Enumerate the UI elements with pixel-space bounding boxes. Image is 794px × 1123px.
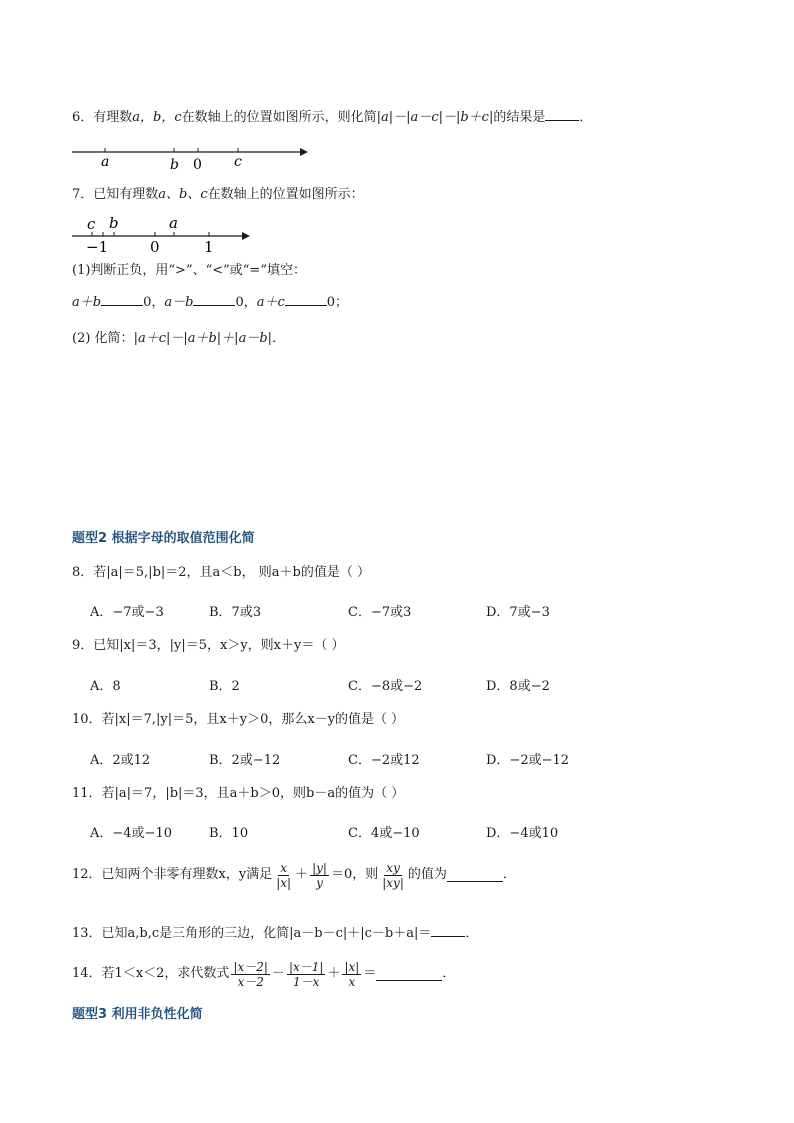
section-2-heading: 题型2 根据字母的取值范围化简 [72,531,255,546]
q8-option-a[interactable]: A．−7或−3 [90,605,164,620]
q9-option-c[interactable]: C．−8或−2 [348,679,423,694]
q11-option-d[interactable]: D．−4或10 [486,826,559,841]
q6-number: 6． [72,110,94,125]
q11-stem: 11．若|a|＝7，|b|＝3，且a＋b＞0，则b－a的值为（ ） [72,786,405,801]
q7-label-1: 1 [204,238,214,255]
q6-label-b: b [170,157,179,173]
q12-post: 的值为 [407,867,447,882]
q14-f1-num: |x－2| [233,959,268,974]
q7-fill-zero-3: 0； [326,295,349,310]
q12-plus: ＋ [295,867,309,882]
q7-blank-1[interactable] [101,292,143,306]
q7-part2-label: (2) 化简： [72,331,134,346]
q7-label-a: a [169,214,178,232]
q10-option-d[interactable]: D．−2或−12 [486,753,570,768]
q6-axis-arrow [300,148,308,156]
q13-end: ． [465,926,479,941]
q6-expression: |a|－|a－c|－|b＋c| [376,110,494,125]
q14-end: ． [442,966,456,981]
q11-option-c[interactable]: C．4或−10 [348,826,420,841]
q7-blank-3[interactable] [285,292,327,306]
q14-minus: － [271,966,285,981]
q12-f3-num: xy [386,860,400,875]
q7-fill-expr-1: a＋b [72,295,102,310]
q6-label-0: 0 [193,157,202,173]
q9-option-d[interactable]: D．8或−2 [486,679,550,694]
q7-number: 7． [72,187,94,202]
q7-label-b: b [109,214,119,232]
q6-text2: 在数轴上的位置如图所示，则化简 [181,110,377,125]
q12-f3-den: |xy| [382,875,404,890]
q14-answer-blank[interactable] [376,967,442,981]
q14-plus: ＋ [327,966,341,981]
q14-f1-den: x－2 [237,974,264,989]
q12-fraction-3 [380,861,406,890]
section-3-heading: 题型3 利用非负性化简 [72,1007,203,1022]
q8-option-b[interactable]: B．7或3 [209,605,262,620]
q10-stem: 10．若|x|＝7,|y|＝5，且x＋y＞0，那么x－y的值是（ ） [72,712,405,727]
q8-stem: 8．若|a|＝5,|b|＝2，且a＜b， 则a＋b的值是（ ） [72,565,370,580]
q14-equals: ＝ [363,966,377,981]
q10-option-c[interactable]: C．−2或12 [348,753,420,768]
q7-text2: 在数轴上的位置如图所示： [207,187,364,202]
q10-option-a[interactable]: A．2或12 [90,753,151,768]
q10-option-b[interactable]: B．2或−12 [209,753,281,768]
q7-label-c: c [87,215,96,233]
q6-stem [72,107,592,127]
q12-f1-den: |x| [276,875,292,890]
q6-label-a: a [101,154,110,170]
q14-fraction-2 [287,960,326,989]
q11-option-a[interactable]: A．−4或−10 [90,826,172,841]
q6-text1: 有理数 [93,110,133,125]
q14-pre: 14．若1＜x＜2，求代数式 [72,966,230,981]
q7-fill-zero-1: 0， [143,295,165,310]
q7-vars: a、b、c [158,187,208,202]
q13-answer-blank[interactable] [431,923,465,937]
q12-f1-num: x [280,860,288,875]
q6-label-c: c [234,154,242,170]
q7-fill-expr-3: a＋c [256,295,285,310]
q6-answer-blank[interactable] [545,107,579,121]
q12-end: ． [502,867,516,882]
q6-number-line [70,140,315,174]
q12-answer-blank[interactable] [447,868,503,882]
q7-label-minus1: −1 [86,238,109,255]
q12-fraction-2 [310,861,329,890]
q6-vars: a，b，c [132,110,182,125]
q13-stem [72,923,478,943]
q12-stem [72,858,516,892]
q12-pre: 12．已知两个非零有理数x，y满足 [72,867,273,882]
q7-part2 [72,330,285,348]
q7-fill-row [72,292,348,312]
q7-label-0: 0 [150,238,160,255]
q7-stem [72,186,364,204]
q14-f3-num: |x| [344,959,360,974]
q7-number-line [70,211,260,255]
q7-part2-expression: |a＋c|－|a＋b|＋|a－b|． [133,331,286,346]
q7-text: 已知有理数 [93,187,159,202]
q12-mid: ＝0，则 [330,867,379,882]
q13-text: 13．已知a,b,c是三角形的三边，化简|a－b－c|＋|c－b＋a|＝ [72,926,432,941]
q14-fraction-1 [231,960,270,989]
q14-f3-den: x [348,974,356,989]
q6-end: ． [579,110,593,125]
q9-option-a[interactable]: A．8 [90,679,121,694]
q7-fill-expr-2: a－b [164,295,194,310]
q8-option-c[interactable]: C．−7或3 [348,605,412,620]
q7-part1: (1)判断正负，用“>”、“<”或“=”填空： [72,263,306,278]
q7-blank-2[interactable] [193,292,235,306]
q12-f2-num: |y| [312,860,327,875]
q12-f2-den: y [316,875,323,890]
q14-fraction-3 [342,960,361,989]
q6-text3: 的结果是 [493,110,546,125]
q8-option-d[interactable]: D．7或−3 [486,605,550,620]
q12-fraction-1 [274,861,293,890]
q11-option-b[interactable]: B．10 [209,826,249,841]
q9-stem: 9．已知|x|＝3，|y|＝5，x＞y，则x＋y＝（ ） [72,638,345,653]
q7-fill-zero-2: 0， [235,295,257,310]
q7-axis-arrow [242,232,250,240]
q14-f2-num: |x－1| [288,959,324,974]
q9-option-b[interactable]: B．2 [209,679,240,694]
q14-stem [72,956,455,992]
q14-f2-den: 1－x [292,974,320,989]
